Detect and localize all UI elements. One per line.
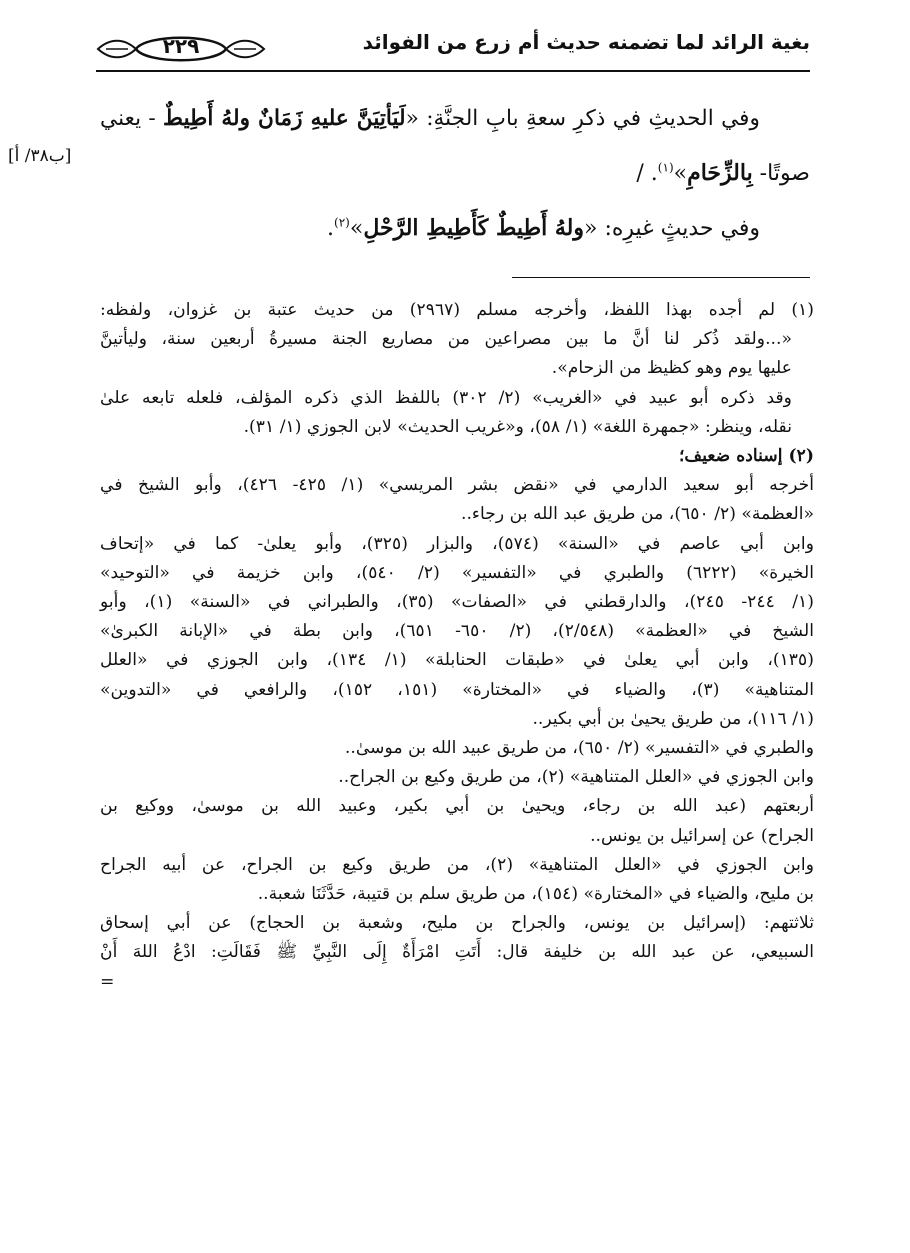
footnote-line: السبيعي، عن عبد الله بن خليفة قال: أَتَتِ امْرَأَةٌ إِلَى النَّبِيِّ ﷺ فَقَالَتِ: ادْعُ اللهَ أَنْ <box>100 942 814 963</box>
main-text-run: . <box>327 216 335 241</box>
hadith-quote: بِالزِّحَامِ <box>687 160 753 186</box>
margin-folio-note: [ب٣٨/ أ] <box>8 146 72 166</box>
main-line-2 <box>100 146 810 201</box>
main-text-run: . / <box>636 161 658 186</box>
hadith-quote: لَيَأتِيَنَّ عليهِ زَمَانٌ ولهُ أَطِيطٌ <box>163 106 406 131</box>
page-number-ornament <box>96 32 266 66</box>
hadith-quote: ولهُ أَطِيطٌ كَأَطِيطِ الرَّحْلِ <box>363 215 584 241</box>
footnote-line: (١/ ٢٤٤- ٢٤٥)، والدارقطني في «الصفات» (٣٥)، والطبراني في «السنة» (١)، وأبو <box>100 592 814 613</box>
main-text-run: صوتًا- <box>752 161 810 186</box>
main-text <box>100 92 810 256</box>
main-text-run: وفي حديثٍ غيرِه: « <box>583 216 760 241</box>
main-text-run: » <box>349 216 364 241</box>
footnote-line: بن مليح، والضياء في «المختارة» (١٥٤)، من طريق سلم بن قتيبة، حَدَّثَنَا شعبة.. <box>257 884 814 905</box>
footnote-line: وقد ذكره أبو عبيد في «الغريب» (٢/ ٣٠٢) باللفظ الذي ذكره المؤلف، فلعله تابعه علىٰ <box>100 387 792 408</box>
catchword: = <box>100 971 115 992</box>
running-title: بغية الرائد لما تضمنه حديث أم زرع من الفوائد <box>362 30 810 54</box>
footnote-line: «العظمة» (٢/ ٦٥٠)، من طريق عبد الله بن رجاء.. <box>461 504 814 525</box>
footnote-line: الشيخ في «العظمة» (٢/٥٤٨)، (٢/ ٦٥٠- ٦٥١)، وابن بطة في «الإبانة الكبرىٰ» <box>100 621 815 642</box>
footnote-line: أخرجه أبو سعيد الدارمي في «نقض بشر المريسي» (١/ ٤٢٥- ٤٢٦)، وأبو الشيخ في <box>100 475 814 496</box>
footnote-line: (٢) إسناده ضعيف؛ <box>678 446 814 467</box>
footnote-line: وابن أبي عاصم في «السنة» (٥٧٤)، والبزار (٣٢٥)، وأبو يعلىٰ- كما في «إتحاف <box>100 533 814 554</box>
footnote-line: وابن الجوزي في «العلل المتناهية» (٢)، من طريق وكيع بن الجراح، عن أبيه الجراح <box>100 854 815 875</box>
footnotes <box>100 296 814 997</box>
main-text-run: وفي الحديثِ في ذكرِ سعةِ بابِ الجنَّةِ: « <box>405 106 760 131</box>
footnote-ref-2[interactable]: (٢) <box>334 215 350 230</box>
footnote-line: وابن الجوزي في «العلل المتناهية» (٢)، من طريق وكيع بن الجراح.. <box>338 767 814 788</box>
footnote-line: (١/ ١١٦)، من طريق يحيىٰ بن أبي بكير.. <box>532 708 814 729</box>
footnote-line: والطبري في «التفسير» (٢/ ٦٥٠)، من طريق عبيد الله بن موسىٰ.. <box>344 738 814 759</box>
main-line-1 <box>100 92 810 146</box>
main-text-run: » <box>673 161 688 186</box>
footnote-line: أربعتهم (عبد الله بن رجاء، ويحيىٰ بن أبي بكير، وعبيد الله بن موسىٰ، ووكيع بن <box>100 796 814 817</box>
footnote-ref-1[interactable]: (١) <box>657 160 674 175</box>
footnote-line: ثلاثتهم: (إسرائيل بن يونس، والجراح بن مليح، وشعبة بن الحجاج) عن أبي إسحاق <box>100 913 814 934</box>
footnote-line: عليها يوم وهو كظيظ من الزحام». <box>551 358 792 379</box>
page-header <box>96 26 810 72</box>
footnote-line: المتناهية» (٣)، والضياء في «المختارة» (١٥١، ١٥٢)، والرافعي في «التدوين» <box>100 679 814 700</box>
footnote-line: الجراح) عن إسرائيل بن يونس.. <box>590 825 814 846</box>
page-number: ٢٢٩ <box>162 34 200 58</box>
footnote-separator <box>512 277 810 278</box>
footnote-line: الخيرة» (٦٢٢٢) والطبري في «التفسير» (٢/ ٥٤٠)، وابن خزيمة في «التوحيد» <box>100 562 815 583</box>
main-text-run: - يعني <box>100 106 164 131</box>
footnote-line: «...ولقد ذُكر لنا أنَّ ما بين مصراعين من مصاريع الجنة مسيرةُ أربعين سنة، وليأتينَّ <box>100 329 792 350</box>
footnote-line: (١٣٥)، وابن أبي يعلىٰ في «طبقات الحنابلة» (١/ ١٣٤)، وابن الجوزي في «العلل <box>100 650 814 671</box>
main-line-3 <box>100 201 810 256</box>
footnote-line: نقله، وينظر: «جمهرة اللغة» (١/ ٥٨)، و«غريب الحديث» لابن الجوزي (١/ ٣١). <box>243 416 792 437</box>
footnote-line: (١) لم أجده بهذا اللفظ، وأخرجه مسلم (٢٩٦٧) من حديث عتبة بن غزوان، ولفظه: <box>100 300 814 320</box>
